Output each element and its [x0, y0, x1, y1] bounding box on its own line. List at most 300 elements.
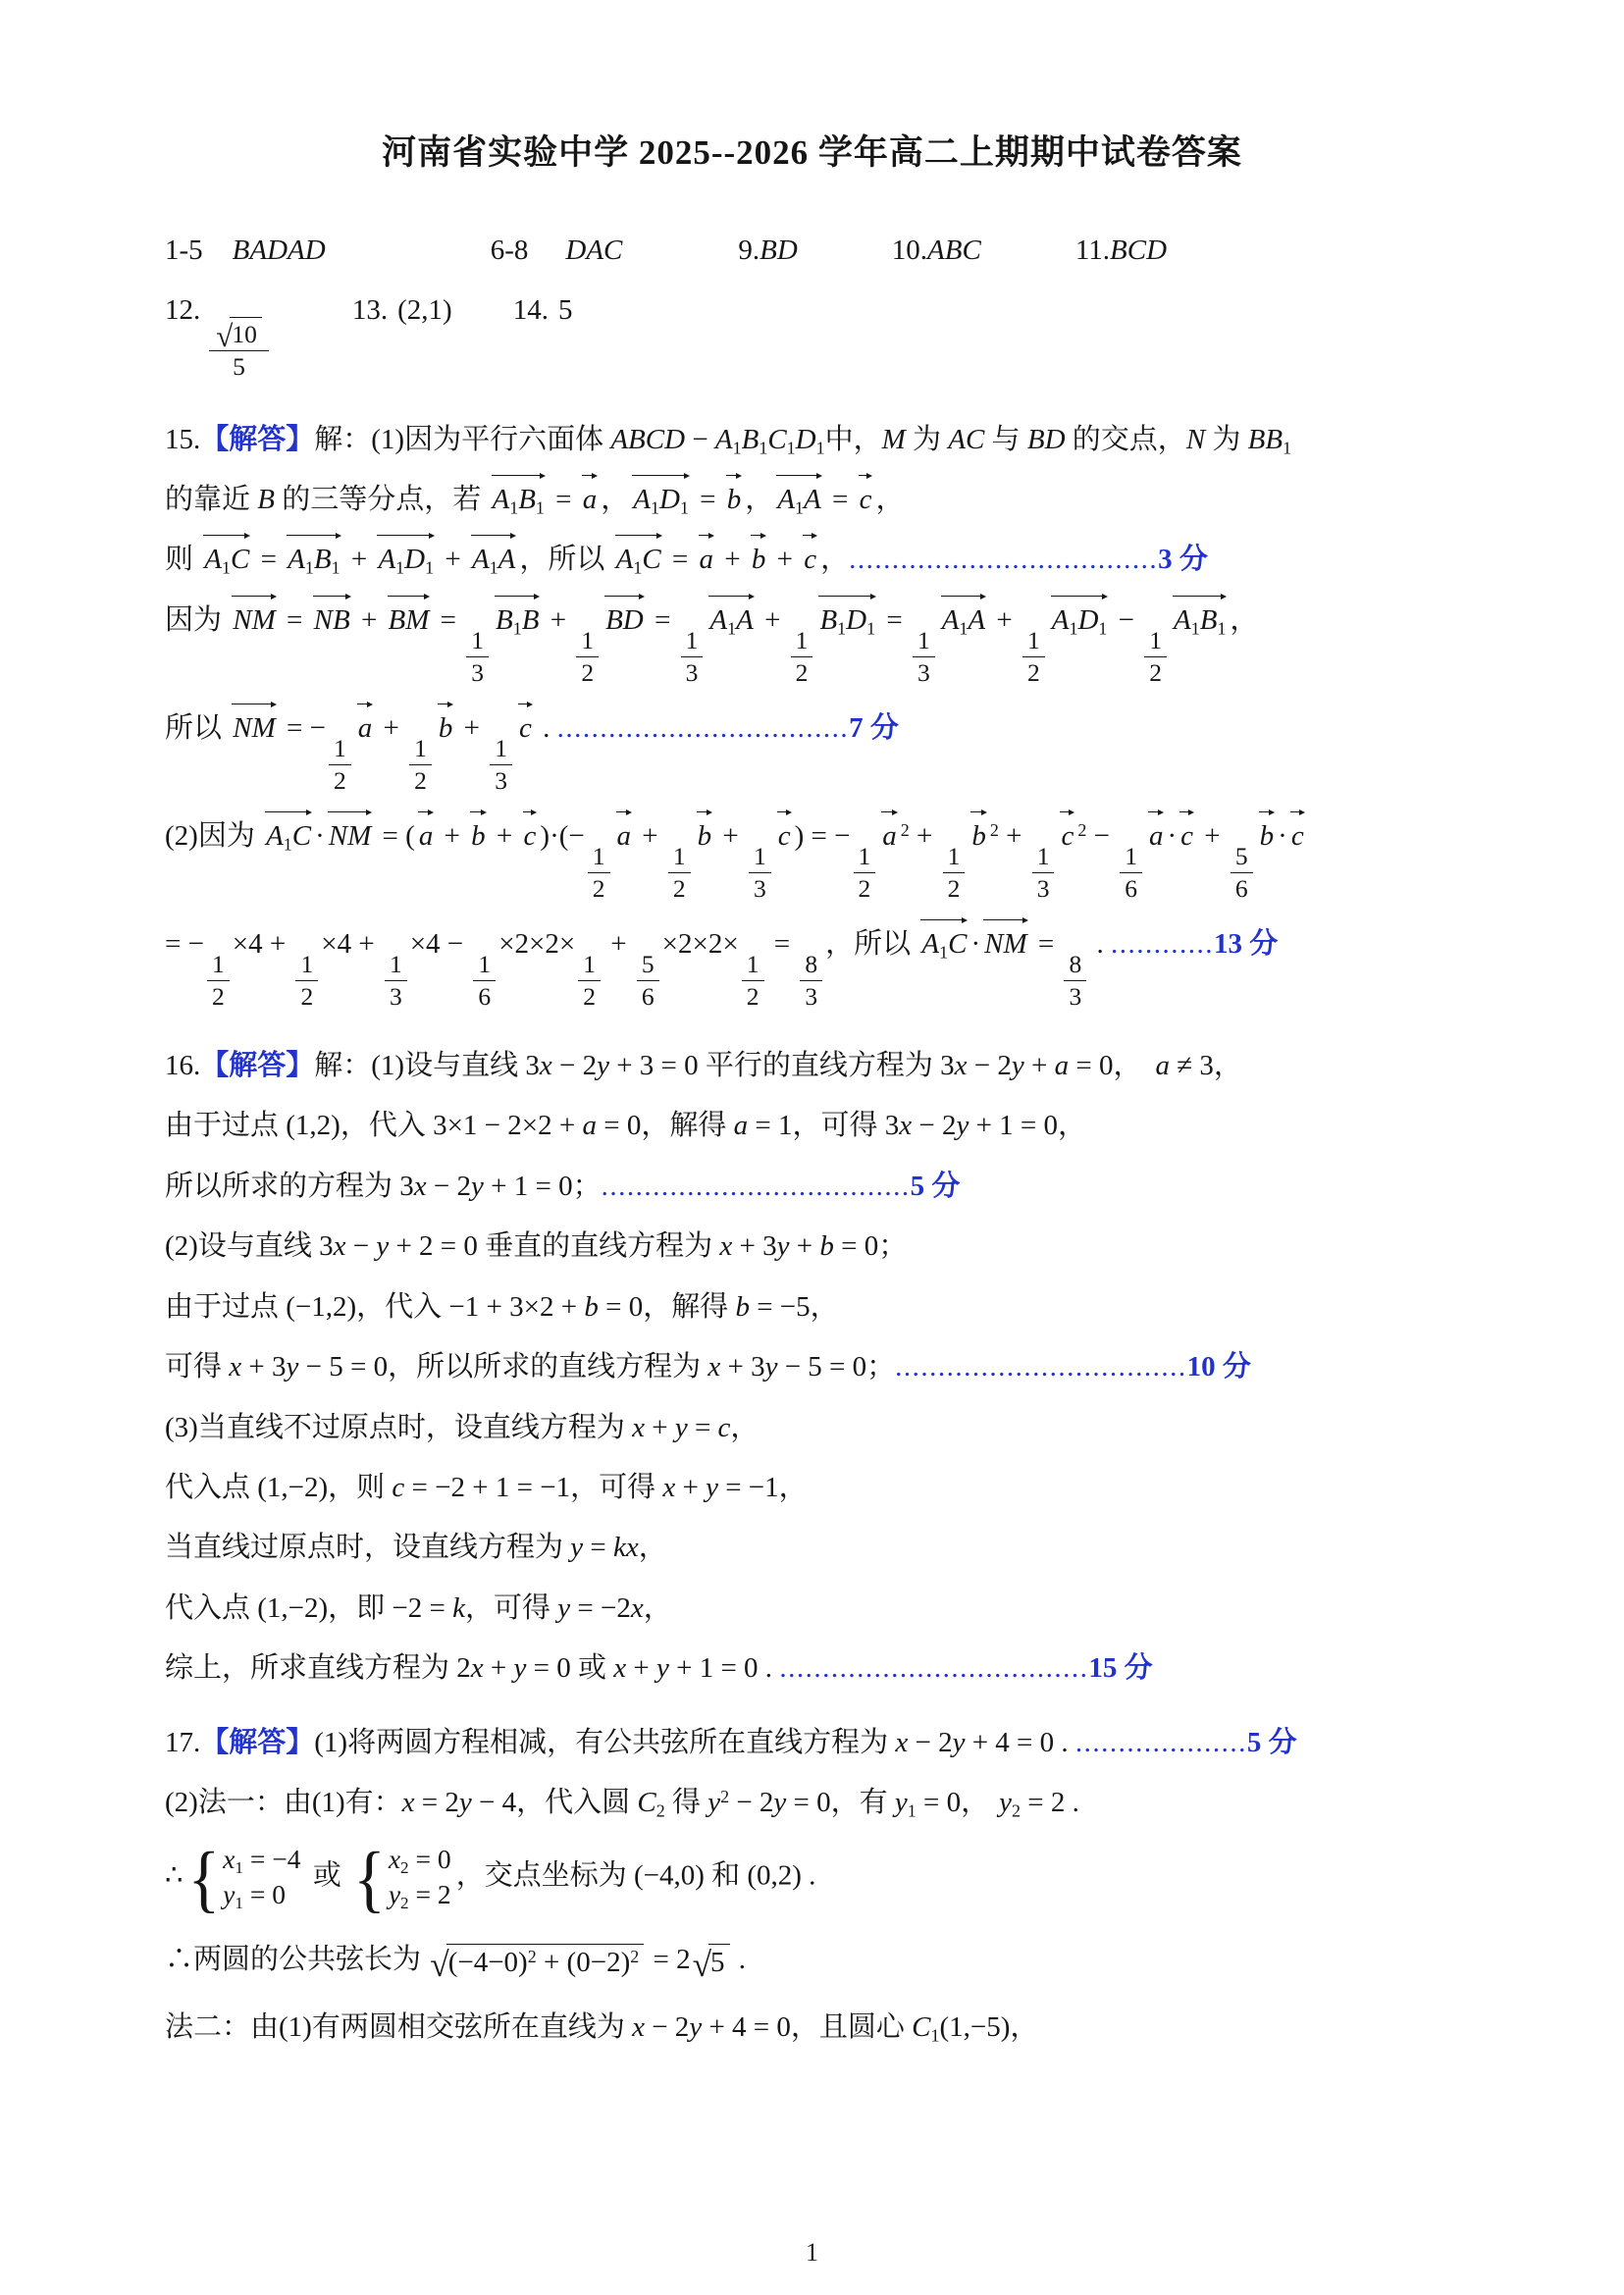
- vector: [919, 925, 969, 964]
- fraction-numerator: [588, 843, 610, 874]
- math-var: A: [968, 603, 986, 636]
- text-run: .: [1089, 927, 1111, 960]
- text-run: 得: [664, 1787, 708, 1819]
- q16-line5: [165, 1278, 1459, 1327]
- text-run: − 2: [729, 1787, 774, 1819]
- vector-arrow-icon: [632, 469, 690, 478]
- vector-arrow-icon: [615, 529, 662, 538]
- math-var: BB: [1247, 423, 1283, 455]
- spacer: [272, 318, 352, 319]
- subscript: 1: [535, 497, 545, 518]
- math-fraction: [329, 735, 351, 796]
- text-run: − 2: [912, 1110, 957, 1142]
- math-var: c: [777, 819, 791, 852]
- math-var: BM: [388, 603, 430, 636]
- text-run: 7 分: [849, 711, 899, 744]
- vector-arrow-icon: [328, 806, 373, 814]
- text-run: 1: [746, 949, 760, 978]
- text-run: 2: [414, 766, 427, 796]
- spacer: [981, 258, 1075, 259]
- math-fraction: [1144, 627, 1167, 688]
- subscript: 1: [930, 2025, 940, 2046]
- text-run: 1: [917, 625, 930, 654]
- subscript: 1: [633, 557, 643, 578]
- math-var: A: [714, 423, 733, 455]
- math-var: B: [257, 483, 275, 515]
- vector: [614, 541, 663, 579]
- spacer: [798, 258, 892, 259]
- vector: [880, 817, 899, 856]
- fraction-numerator: [490, 735, 512, 766]
- vector: [1179, 817, 1195, 856]
- math-var: A: [471, 544, 490, 576]
- vector-arrow-icon: [1148, 806, 1165, 814]
- text-run: ，: [601, 483, 630, 515]
- text-run: +: [635, 819, 665, 852]
- vector-arrow-icon: [232, 698, 277, 706]
- math-var: BD: [760, 235, 798, 266]
- vector-body: [605, 604, 644, 636]
- text-run: +: [644, 1411, 675, 1443]
- text-run: ，: [820, 544, 850, 576]
- vector-arrow-icon: [697, 806, 713, 814]
- vector-arrow-icon: [616, 806, 633, 814]
- text-run: 2: [672, 874, 686, 904]
- subscript: 1: [939, 942, 949, 963]
- fraction-denominator: [385, 981, 407, 1012]
- math-var: a: [882, 819, 897, 852]
- math-var: x: [954, 1049, 968, 1081]
- vector-body: [700, 544, 714, 575]
- text-run: 6: [478, 982, 492, 1012]
- text-run: =: [1030, 927, 1062, 960]
- vector: [1172, 601, 1228, 640]
- vector-arrow-icon: [1173, 590, 1227, 599]
- spacer: [1142, 1073, 1156, 1074]
- cases-row: [223, 1879, 300, 1913]
- text-run: = −2 + 1 = −1，可得: [404, 1471, 663, 1503]
- text-run: +: [626, 1652, 656, 1685]
- math-var: a: [357, 711, 373, 744]
- vector-body: [709, 603, 754, 639]
- math-sqrt: [216, 317, 262, 353]
- vector: [1147, 817, 1166, 856]
- text-run: = 0，解得: [597, 1110, 734, 1142]
- text-run: = 2: [408, 1879, 451, 1910]
- vector: [817, 601, 877, 640]
- text-run: 16.: [165, 1049, 201, 1081]
- text-run: = −: [165, 927, 204, 960]
- text-run: +: [1023, 1049, 1055, 1081]
- score-label: [200, 1050, 314, 1081]
- text-run: ，: [1230, 603, 1259, 636]
- text-run: (3)当直线不过原点时，设直线方程为: [165, 1411, 633, 1443]
- text-run: 1: [495, 733, 507, 762]
- score-dots: [895, 1351, 1187, 1382]
- math-fraction: [749, 843, 771, 904]
- math-var: y: [557, 1591, 571, 1624]
- text-run: ，交点坐标为 (−4,0) 和 (0,2) .: [455, 1859, 816, 1892]
- subscript: 1: [304, 557, 314, 578]
- fraction-numerator: [668, 843, 691, 874]
- score-dots: [849, 544, 1158, 575]
- score-label: [1247, 1727, 1297, 1758]
- math-var: c: [519, 711, 532, 744]
- vector-arrow-icon: [377, 529, 435, 538]
- cases-row: [223, 1844, 301, 1878]
- text-run: − 2: [644, 2011, 690, 2044]
- fraction-denominator: [943, 873, 966, 904]
- math-var: B: [518, 483, 536, 515]
- math-var: C: [912, 2011, 931, 2044]
- vector: [376, 541, 436, 579]
- math-var: A: [498, 544, 516, 576]
- fraction-numerator: [466, 627, 489, 658]
- math-fraction: [854, 843, 876, 904]
- q15-line6: [165, 808, 1459, 904]
- text-run: +: [456, 711, 488, 744]
- text-run: 综上，所求直线方程为 2: [165, 1652, 471, 1685]
- vector-body: [329, 820, 372, 852]
- math-var: A: [736, 603, 754, 636]
- vector-arrow-icon: [313, 590, 351, 599]
- text-run: ×2×2×: [661, 927, 739, 960]
- text-run: 3 分: [1158, 544, 1208, 576]
- text-run: = −1，: [717, 1471, 808, 1503]
- text-run: 3: [1036, 874, 1050, 904]
- math-var: NM: [233, 603, 276, 636]
- document-title: 河南省实验中学 2025--2026 学年高二上期期中试卷答案: [382, 133, 1242, 172]
- text-run: +: [483, 1652, 514, 1685]
- math-var: x: [895, 1726, 909, 1758]
- math-var: y: [513, 1652, 527, 1685]
- spacer: [326, 258, 491, 259]
- fraction-denominator: [742, 981, 764, 1012]
- superscript: 2: [989, 819, 999, 840]
- math-fraction: [209, 317, 269, 382]
- text-run: 1: [795, 625, 809, 654]
- text-run: 3: [805, 982, 818, 1012]
- text-run: 的三等分点，若: [274, 483, 489, 515]
- math-var: c: [1180, 819, 1194, 852]
- math-var: c: [1290, 819, 1304, 852]
- vector: [969, 817, 988, 856]
- vector-body: [492, 483, 545, 518]
- text-run: 17.: [165, 1726, 201, 1758]
- vector-arrow-icon: [1060, 806, 1074, 814]
- spacer: [452, 318, 513, 319]
- text-run: 2: [581, 658, 595, 688]
- math-var: y: [458, 1787, 472, 1819]
- math-var: B: [313, 544, 332, 576]
- vector-body: [921, 927, 968, 963]
- brace-icon: {: [187, 1836, 221, 1920]
- text-run: 8: [805, 949, 818, 978]
- text-run: 2: [211, 982, 225, 1012]
- math-var: c: [523, 819, 537, 852]
- text-run: 12.: [165, 294, 201, 327]
- vector-body: [471, 820, 486, 852]
- text-run: = −4: [242, 1844, 301, 1875]
- fraction-numerator: [576, 627, 599, 658]
- radical-icon: √: [430, 1945, 449, 1985]
- text-run: + 3: [732, 1230, 777, 1263]
- fraction-denominator: [1022, 657, 1045, 688]
- subscript: 1: [235, 1894, 243, 1913]
- vector: [312, 601, 352, 640]
- math-var: C: [230, 544, 250, 576]
- math-var: c: [717, 1411, 731, 1443]
- fraction-numerator: [409, 735, 432, 766]
- subscript: 1: [509, 497, 519, 518]
- vector: [1258, 817, 1277, 856]
- text-run: 5: [557, 294, 573, 327]
- math-var: x: [632, 2011, 645, 2044]
- text-run: 5 分: [910, 1170, 961, 1202]
- math-fraction: [791, 627, 813, 688]
- text-run: 2: [858, 874, 871, 904]
- subscript: 1: [283, 834, 292, 855]
- math-var: a: [1054, 1049, 1070, 1081]
- fraction-denominator: [1120, 873, 1142, 904]
- text-run: ............: [1110, 927, 1214, 960]
- subscript: 1: [732, 437, 742, 457]
- vector-arrow-icon: [941, 590, 986, 599]
- text-run: = 2: [414, 1787, 459, 1819]
- text-run: − 2: [551, 1049, 598, 1081]
- math-fraction: [576, 627, 599, 688]
- vector: [982, 925, 1029, 964]
- math-fraction: [668, 843, 691, 904]
- math-var: AC: [948, 423, 985, 455]
- vector-arrow-icon: [818, 590, 876, 599]
- vector: [202, 541, 251, 579]
- text-run: 2: [947, 874, 961, 904]
- math-var: y: [999, 1787, 1012, 1819]
- q16-line1: [165, 1037, 1459, 1085]
- math-var: D: [795, 423, 816, 455]
- math-var: BD: [605, 603, 644, 636]
- math-var: a: [582, 1110, 597, 1142]
- text-run: 2: [1149, 658, 1163, 688]
- spacer: [528, 258, 565, 259]
- vector-body: [941, 603, 986, 639]
- vector: [264, 817, 313, 856]
- text-run: 11.: [1074, 235, 1111, 266]
- text-run: +: [909, 819, 940, 852]
- vector: [470, 541, 517, 579]
- fraction-denominator: [473, 981, 496, 1012]
- score-label: [200, 1727, 314, 1758]
- subscript: 1: [1098, 618, 1108, 639]
- fraction-numerator: [854, 843, 876, 874]
- vector-arrow-icon: [492, 469, 546, 478]
- math-var: A: [804, 483, 821, 515]
- vector-arrow-icon: [438, 698, 454, 706]
- vector-body: [727, 484, 742, 515]
- vector: [231, 601, 278, 640]
- text-run: 10: [232, 319, 257, 348]
- vector-body: [288, 544, 341, 578]
- text-run: = 0，解得: [598, 1290, 736, 1323]
- math-var: C: [767, 423, 787, 455]
- vector-body: [389, 604, 430, 636]
- fraction-denominator: [800, 981, 822, 1012]
- fraction-numerator: [681, 627, 704, 658]
- text-run: =: [766, 927, 798, 960]
- math-var: y: [286, 1351, 299, 1383]
- vector: [615, 817, 634, 856]
- vector-body: [233, 604, 276, 636]
- text-run: (2,1): [397, 294, 452, 327]
- text-run: 13 分: [1213, 927, 1279, 960]
- text-run: 解：(1)因为平行六面体: [314, 423, 611, 455]
- math-var: y: [597, 1049, 609, 1081]
- math-var: a: [1155, 1049, 1170, 1081]
- text-run: 由于过点 (−1,2)，代入 −1 + 3×2 +: [165, 1290, 585, 1323]
- cases-body: [223, 1844, 301, 1913]
- text-run: 1: [947, 841, 961, 870]
- fraction-denominator: [1231, 873, 1253, 904]
- math-fraction: [409, 735, 432, 796]
- math-fraction: [295, 951, 318, 1012]
- fraction-numerator: [329, 735, 351, 766]
- fraction-numerator: [1064, 951, 1086, 982]
- vector: [469, 817, 488, 856]
- text-run: 2: [592, 874, 605, 904]
- q17-line3: [165, 1835, 1459, 1920]
- vector: [750, 541, 768, 579]
- text-run: 10 分: [1186, 1351, 1251, 1383]
- math-var: a: [582, 483, 598, 515]
- math-var: NB: [313, 603, 350, 636]
- text-run: +: [543, 603, 574, 636]
- cases-row: [388, 1879, 451, 1913]
- text-run: 6: [1234, 874, 1248, 904]
- vector: [1059, 817, 1075, 856]
- score-label: [849, 712, 899, 744]
- subscript: 1: [815, 437, 825, 457]
- math-var: x: [401, 1787, 415, 1819]
- text-run: (2)设与直线 3: [165, 1230, 334, 1263]
- text-run: (1,−5)，: [939, 2011, 1039, 2044]
- text-run: − 2: [426, 1170, 471, 1202]
- text-run: 解：(1)设与直线 3: [314, 1049, 540, 1081]
- text-run: ≠ 3，: [1170, 1049, 1242, 1081]
- math-var: x: [899, 1110, 913, 1142]
- text-run: (−4−0): [447, 1946, 528, 1978]
- text-run: +: [998, 819, 1029, 852]
- math-var: A: [633, 483, 651, 515]
- text-run: +: [376, 711, 407, 744]
- vector: [858, 481, 874, 519]
- text-run: 3: [389, 982, 402, 1012]
- text-run: 5 分: [1246, 1726, 1297, 1758]
- math-var: y: [894, 1787, 908, 1819]
- text-run: =: [692, 483, 723, 515]
- text-run: 由于过点 (1,2)，代入 3×1 − 2×2 +: [165, 1110, 583, 1142]
- vector-arrow-icon: [495, 590, 540, 599]
- vector: [725, 481, 744, 519]
- math-var: y: [674, 1411, 688, 1443]
- math-var: C: [291, 819, 312, 852]
- subscript: 2: [400, 1894, 409, 1913]
- text-run: − 5 = 0，所以所求的直线方程为: [298, 1351, 708, 1383]
- spacer: [388, 318, 397, 319]
- text-run: ，所以: [825, 927, 918, 960]
- vector: [802, 541, 818, 579]
- vector-arrow-icon: [708, 590, 754, 599]
- vector: [707, 601, 755, 640]
- vector: [1289, 817, 1306, 856]
- text-run: = 1，可得 3: [748, 1110, 900, 1142]
- vector-body: [804, 544, 816, 575]
- text-run: (2)因为: [165, 819, 263, 852]
- math-var: y: [471, 1170, 484, 1202]
- text-run: 可得: [165, 1351, 230, 1383]
- text-run: ×2×2×: [498, 927, 576, 960]
- text-run: +: [603, 927, 634, 960]
- text-run: 3: [471, 658, 485, 688]
- q15-line3: [165, 531, 1459, 579]
- score-label: [1158, 544, 1208, 575]
- math-var: y: [707, 1787, 721, 1819]
- math-fraction: [1120, 843, 1142, 904]
- vector-body: [1051, 603, 1108, 639]
- text-run: 当直线过原点时，设直线方程为: [165, 1532, 571, 1564]
- vector: [491, 481, 547, 519]
- math-var: A: [709, 603, 728, 636]
- text-run: −: [1111, 603, 1142, 636]
- vector: [940, 601, 987, 640]
- subscript: 1: [425, 557, 435, 578]
- text-run: ..................................: [895, 1351, 1187, 1383]
- text-run: ∴: [165, 1859, 183, 1892]
- math-var: b: [819, 1230, 834, 1263]
- vector-body: [583, 484, 598, 515]
- math-var: a: [418, 819, 434, 852]
- q16-line10: [165, 1580, 1459, 1628]
- vector-body: [819, 603, 876, 639]
- text-run: 法二：由(1)有两圆相交弦所在直线为: [165, 2011, 633, 2044]
- text-run: − 2: [967, 1049, 1012, 1081]
- math-var: b: [751, 544, 766, 576]
- text-run: 14.: [512, 294, 549, 327]
- math-var: x: [719, 1230, 733, 1263]
- text-run: ，: [638, 1532, 667, 1564]
- vector-body: [1174, 603, 1227, 639]
- text-run: 的靠近: [165, 483, 258, 515]
- math-fraction: [681, 627, 704, 688]
- text-run: 2: [300, 982, 314, 1012]
- vector-arrow-icon: [777, 806, 792, 814]
- text-run: 3: [685, 658, 699, 688]
- radicand: [230, 317, 262, 348]
- text-run: ....................................: [849, 544, 1159, 576]
- page-number: 1: [806, 2238, 818, 2267]
- text-run: 6-8: [490, 235, 529, 266]
- text-run: ，所以: [519, 544, 612, 576]
- fraction-denominator: [576, 657, 599, 688]
- subscript: 1: [959, 618, 969, 639]
- math-var: x: [223, 1844, 236, 1875]
- fraction-denominator: [637, 981, 659, 1012]
- vector-body: [204, 544, 250, 578]
- text-run: = −: [279, 711, 326, 744]
- vector-arrow-icon: [881, 806, 898, 814]
- score-dots: [602, 1171, 911, 1202]
- math-var: NM: [328, 819, 372, 852]
